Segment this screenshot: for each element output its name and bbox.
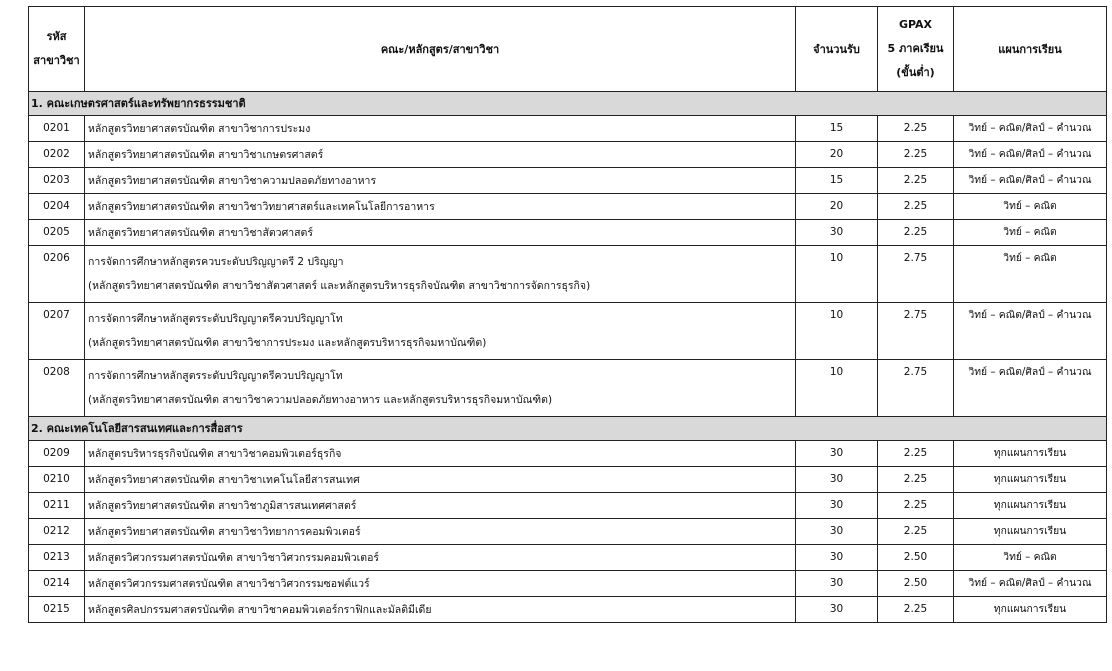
program-code: 0208 [29,360,85,417]
study-plan: วิทย์ – คณิต [954,545,1107,571]
program-code: 0209 [29,441,85,467]
table-row [29,519,1107,545]
faculty-header-row [29,417,1107,441]
program-name [85,194,796,220]
table-row [29,597,1107,623]
gpax-value: 2.25 [878,194,954,220]
program-name [85,597,796,623]
program-name [85,360,796,417]
table-row [29,467,1107,493]
seats-value: 30 [796,571,878,597]
seats-value: 30 [796,519,878,545]
table-row [29,360,1107,417]
seats-value: 10 [796,303,878,360]
seats-value: 15 [796,116,878,142]
program-name-line: หลักสูตรวิทยาศาสตรบัณฑิต สาขาวิชาภูมิสารสนเทศศาสตร์ [88,499,357,512]
program-code: 0206 [29,246,85,303]
header-seats: จำนวนรับ [796,7,878,92]
seats-value: 30 [796,597,878,623]
admission-table [28,6,1107,623]
gpax-value: 2.25 [878,519,954,545]
program-name [85,246,796,303]
program-name [85,142,796,168]
header-gpax-line: (ขั้นต่ำ) [896,66,935,79]
program-name-line: หลักสูตรวิทยาศาสตรบัณฑิต สาขาวิชาการประมง [88,122,311,135]
table-row [29,493,1107,519]
program-name-line: (หลักสูตรวิทยาศาสตรบัณฑิต สาขาวิชาการประมง และหลักสูตรบริหารธุรกิจมหาบัณฑิต) [88,337,487,349]
seats-value: 20 [796,194,878,220]
program-code: 0203 [29,168,85,194]
faculty-title: 2. คณะเทคโนโลยีสารสนเทศและการสื่อสาร [29,417,1107,441]
study-plan: วิทย์ – คณิต/ศิลป์ – คำนวณ [954,360,1107,417]
program-code: 0212 [29,519,85,545]
program-code: 0202 [29,142,85,168]
gpax-value: 2.25 [878,116,954,142]
header-gpax-line: GPAX [898,18,933,31]
header-name: คณะ/หลักสูตร/สาขาวิชา [85,7,796,92]
program-code: 0213 [29,545,85,571]
study-plan: ทุกแผนการเรียน [954,519,1107,545]
program-name [85,467,796,493]
program-name [85,116,796,142]
program-code: 0210 [29,467,85,493]
header-code [29,7,85,92]
admission-table-wrapper [28,6,1107,623]
table-row [29,116,1107,142]
program-name-line: หลักสูตรวิทยาศาสตรบัณฑิต สาขาวิชาเทคโนโลยีสารสนเทศ [88,473,360,486]
seats-value: 30 [796,441,878,467]
gpax-value: 2.25 [878,493,954,519]
program-name [85,441,796,467]
gpax-value: 2.25 [878,142,954,168]
program-name [85,519,796,545]
faculty-title: 1. คณะเกษตรศาสตร์และทรัพยากรธรรมชาติ [29,92,1107,116]
study-plan: วิทย์ – คณิต [954,194,1107,220]
header-code-line: รหัส [46,30,67,43]
program-code: 0214 [29,571,85,597]
program-name-line: (หลักสูตรวิทยาศาสตรบัณฑิต สาขาวิชาความปลอดภัยทางอาหาร และหลักสูตรบริหารธุรกิจมหาบัณฑิต) [88,394,553,406]
header-gpax [878,7,954,92]
program-name-line: หลักสูตรวิศวกรรมศาสตรบัณฑิต สาขาวิชาวิศวกรรมซอฟต์แวร์ [88,577,370,590]
program-name-line: หลักสูตรบริหารธุรกิจบัณฑิต สาขาวิชาคอมพิวเตอร์ธุรกิจ [88,447,342,460]
program-name-line: หลักสูตรศิลปกรรมศาสตรบัณฑิต สาขาวิชาคอมพิวเตอร์กราฟิกและมัลติมีเดีย [88,603,432,616]
gpax-value: 2.75 [878,246,954,303]
gpax-value: 2.50 [878,545,954,571]
program-code: 0207 [29,303,85,360]
program-name-line: หลักสูตรวิศวกรรมศาสตรบัณฑิต สาขาวิชาวิศวกรรมคอมพิวเตอร์ [88,551,380,564]
table-row [29,441,1107,467]
table-row [29,545,1107,571]
seats-value: 10 [796,246,878,303]
program-name-line: (หลักสูตรวิทยาศาสตรบัณฑิต สาขาวิชาสัตวศาสตร์ และหลักสูตรบริหารธุรกิจบัณฑิต สาขาวิชาการจัดการธุรกิจ) [88,280,591,292]
study-plan: วิทย์ – คณิต/ศิลป์ – คำนวณ [954,168,1107,194]
program-name [85,303,796,360]
gpax-value: 2.75 [878,360,954,417]
study-plan: ทุกแผนการเรียน [954,467,1107,493]
seats-value: 15 [796,168,878,194]
study-plan: วิทย์ – คณิต/ศิลป์ – คำนวณ [954,571,1107,597]
seats-value: 30 [796,467,878,493]
gpax-value: 2.25 [878,441,954,467]
program-name [85,220,796,246]
program-name [85,545,796,571]
seats-value: 30 [796,220,878,246]
table-row [29,303,1107,360]
study-plan: วิทย์ – คณิต/ศิลป์ – คำนวณ [954,142,1107,168]
study-plan: วิทย์ – คณิต/ศิลป์ – คำนวณ [954,303,1107,360]
program-name-line: หลักสูตรวิทยาศาสตรบัณฑิต สาขาวิชาความปลอดภัยทางอาหาร [88,174,377,187]
program-code: 0215 [29,597,85,623]
program-name-line: หลักสูตรวิทยาศาสตรบัณฑิต สาขาวิชาวิทยาศาสตร์และเทคโนโลยีการอาหาร [88,200,435,213]
program-name [85,493,796,519]
program-code: 0201 [29,116,85,142]
study-plan: วิทย์ – คณิต [954,246,1107,303]
program-name-line: หลักสูตรวิทยาศาสตรบัณฑิต สาขาวิชาสัตวศาสตร์ [88,226,314,239]
table-row [29,220,1107,246]
study-plan: ทุกแผนการเรียน [954,441,1107,467]
program-name-line: การจัดการศึกษาหลักสูตรระดับปริญญาตรีควบปริญญาโท [88,370,343,382]
seats-value: 10 [796,360,878,417]
study-plan: ทุกแผนการเรียน [954,597,1107,623]
seats-value: 30 [796,545,878,571]
table-row [29,194,1107,220]
program-code: 0204 [29,194,85,220]
gpax-value: 2.25 [878,597,954,623]
table-row [29,571,1107,597]
table-row [29,142,1107,168]
faculty-header-row [29,92,1107,116]
table-row [29,168,1107,194]
program-name [85,168,796,194]
gpax-value: 2.25 [878,467,954,493]
header-code-line: สาขาวิชา [33,54,80,67]
program-name [85,571,796,597]
table-body [29,92,1107,623]
seats-value: 30 [796,493,878,519]
program-code: 0211 [29,493,85,519]
program-name-line: การจัดการศึกษาหลักสูตรระดับปริญญาตรีควบปริญญาโท [88,313,343,325]
program-name-line: หลักสูตรวิทยาศาสตรบัณฑิต สาขาวิชาเกษตรศาสตร์ [88,148,324,161]
gpax-value: 2.75 [878,303,954,360]
program-name-line: หลักสูตรวิทยาศาสตรบัณฑิต สาขาวิชาวิทยาการคอมพิวเตอร์ [88,525,361,538]
seats-value: 20 [796,142,878,168]
table-header-row [29,7,1107,92]
table-row [29,246,1107,303]
header-plan: แผนการเรียน [954,7,1107,92]
study-plan: ทุกแผนการเรียน [954,493,1107,519]
gpax-value: 2.50 [878,571,954,597]
gpax-value: 2.25 [878,220,954,246]
study-plan: วิทย์ – คณิต [954,220,1107,246]
study-plan: วิทย์ – คณิต/ศิลป์ – คำนวณ [954,116,1107,142]
header-gpax-line: 5 ภาคเรียน [887,42,944,55]
program-code: 0205 [29,220,85,246]
gpax-value: 2.25 [878,168,954,194]
program-name-line: การจัดการศึกษาหลักสูตรควบระดับปริญญาตรี 2 ปริญญา [88,256,344,268]
